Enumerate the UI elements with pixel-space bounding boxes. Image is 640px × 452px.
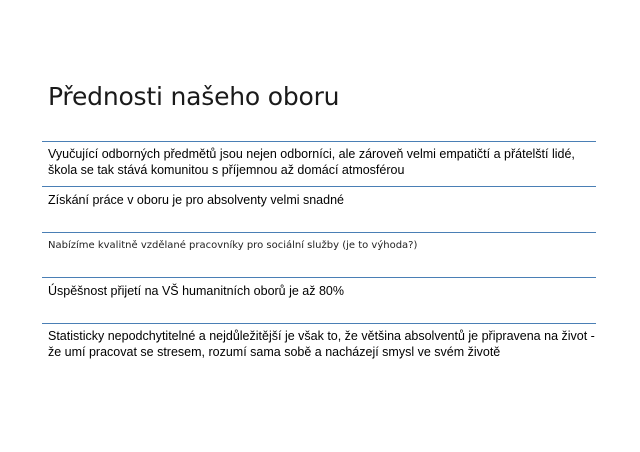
- divider: [42, 232, 596, 233]
- divider: [42, 141, 596, 142]
- list-item: Úspěšnost přijetí na VŠ humanitních oborů je až 80%: [48, 284, 345, 298]
- divider: [42, 323, 596, 324]
- divider: [42, 277, 596, 278]
- slide-title: Přednosti našeho oboru: [48, 82, 340, 111]
- divider: [42, 186, 596, 187]
- list-item: Vyučující odborných předmětů jsou nejen odborníci, ale zároveň velmi empatičtí a přátelští lidé, škola se tak stává komunitou s příjemnou až domácí atmosférou: [48, 147, 575, 177]
- list-item: Získání práce v oboru je pro absolventy velmi snadné: [48, 193, 344, 207]
- list-item: Statisticky nepodchytitelné a nejdůležitější je však to, že většina absolventů je připravena na život - že umí pracovat se stresem, rozumí sama sobě a nacházejí smysl ve svém životě: [48, 329, 595, 359]
- list-item: Nabízíme kvalitně vzdělané pracovníky pro sociální služby (je to výhoda?): [48, 240, 418, 251]
